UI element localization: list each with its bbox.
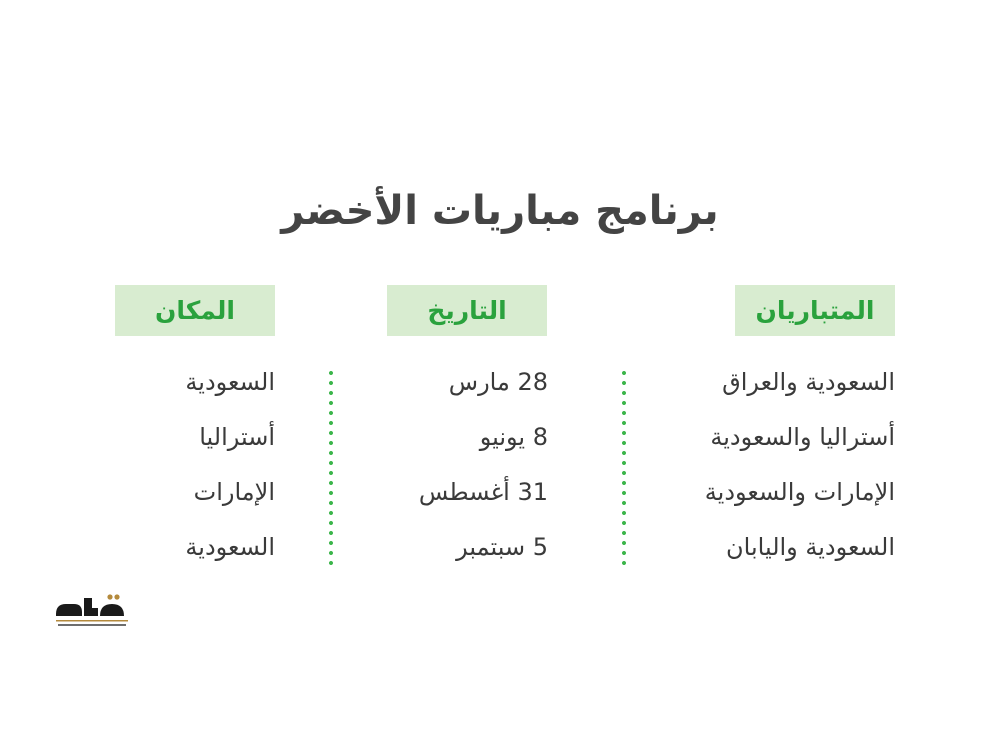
header-date: التاريخ: [387, 285, 547, 336]
venue-cell: السعودية: [185, 368, 275, 396]
date-cell: 28 مارس: [448, 368, 548, 396]
teams-column: [655, 366, 895, 586]
page-title: برنامج مباريات الأخضر: [281, 188, 719, 234]
dotted-divider: [329, 368, 333, 568]
teams-cell: أستراليا والسعودية: [710, 423, 895, 451]
teams-cell: السعودية واليابان: [726, 533, 895, 561]
dotted-divider: [622, 368, 626, 568]
date-cell: 5 سبتمبر: [456, 533, 548, 561]
makkah-logo: [52, 588, 132, 630]
makkah-logo-icon: [52, 588, 132, 630]
header-venue: المكان: [115, 285, 275, 336]
venue-cell: أستراليا: [199, 423, 275, 451]
teams-cell: السعودية والعراق: [722, 368, 895, 396]
venue-cell: السعودية: [185, 533, 275, 561]
date-cell: 8 يونيو: [479, 423, 548, 451]
header-teams: المتباريان: [735, 285, 895, 336]
date-cell: 31 أغسطس: [418, 478, 548, 506]
venue-column: [125, 366, 275, 586]
teams-cell: الإمارات والسعودية: [704, 478, 895, 506]
date-column: [378, 366, 548, 586]
venue-cell: الإمارات: [193, 478, 275, 506]
